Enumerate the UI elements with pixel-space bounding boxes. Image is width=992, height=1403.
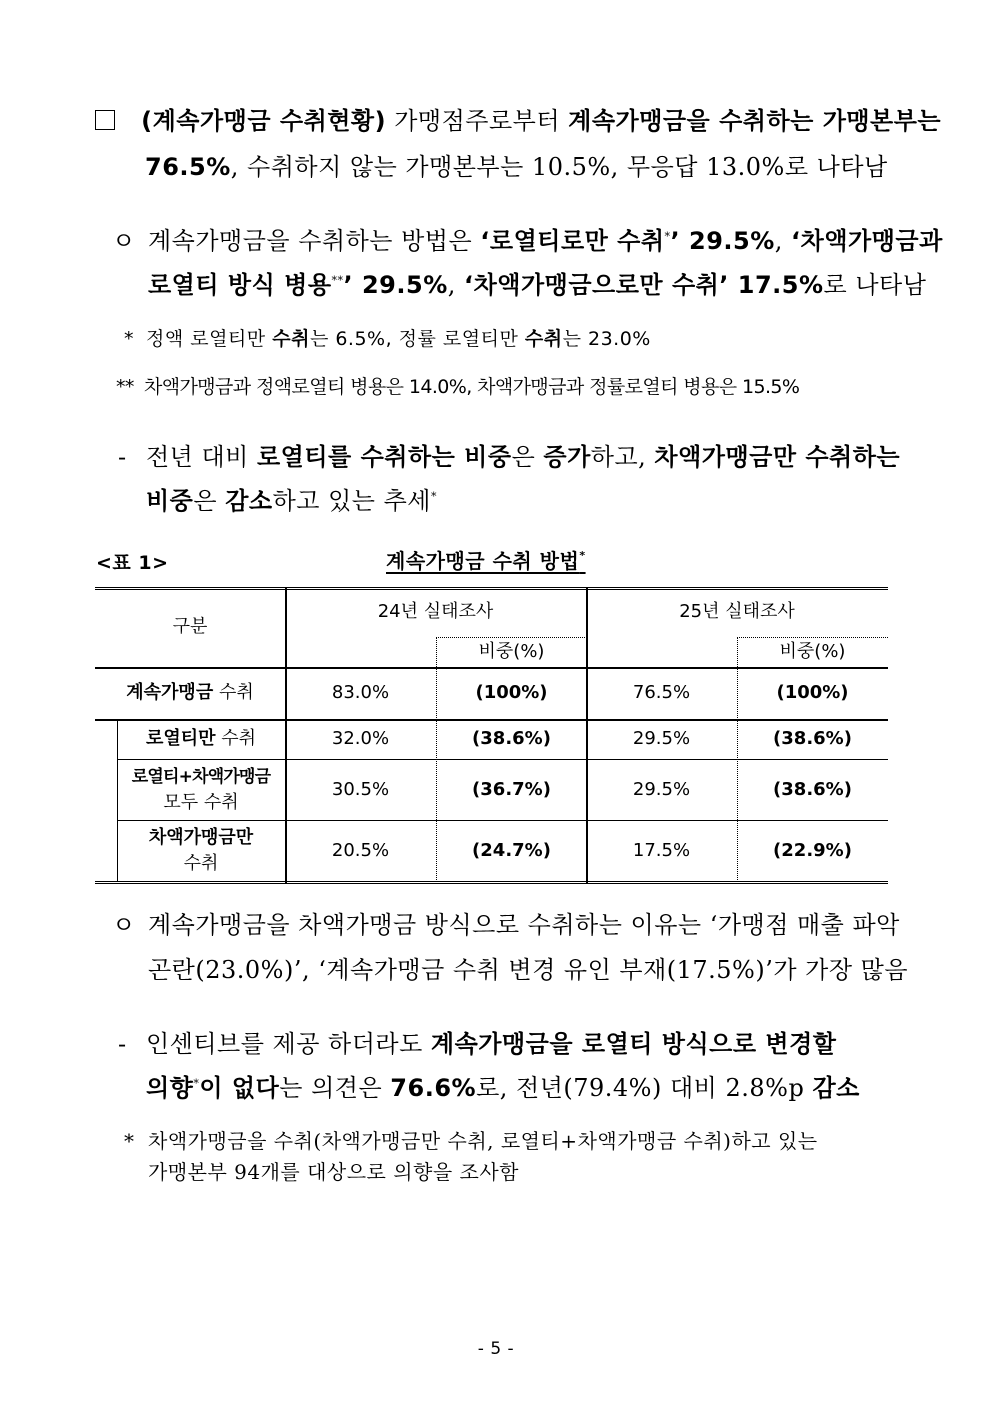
cell-v24: 83.0% (331, 682, 390, 703)
cell-s25: (22.9%) (773, 839, 852, 861)
footnote-1: * 정액 로열티만 수취는 6.5%, 정률 로열티만 수취는 23.0% (124, 328, 651, 350)
header-share-24: 비중(%) (478, 641, 545, 662)
cell-v25: 17.5% (632, 839, 691, 861)
cell-s25: (38.6%) (773, 778, 852, 800)
header-share-25: 비중(%) (779, 641, 846, 662)
section-line-2: 76.5%, 수취하지 않는 가맹본부는 10.5%, 무응답 13.0%로 나타남 (145, 153, 888, 181)
dash2-line-1: - 인센티브를 제공 하더라도 계속가맹금을 로열티 방식으로 변경할 (118, 1030, 837, 1058)
header-25: 25년 실태조사 (679, 601, 795, 622)
dash2-line-2: 의향*이 없다는 의견은 76.6%로, 전년(79.4%) 대비 2.8%p 감소 (146, 1074, 860, 1102)
section-line-1: (계속가맹금 수취현황) 가맹점주로부터 계속가맹금을 수취하는 가맹본부는 (95, 104, 941, 138)
table-label: <표 1> (96, 552, 169, 574)
row-label: 로열티+차액가맹금 모두 수취 (131, 766, 271, 813)
bullet1-line-1: ㅇ 계속가맹금을 수취하는 방법은 ‘로열티로만 수취*’ 29.5%, ‘차액가맹금과 (112, 224, 943, 258)
cell-v24: 20.5% (331, 839, 390, 861)
header-24: 24년 실태조사 (377, 601, 494, 622)
cell-v25: 29.5% (632, 778, 691, 800)
checkbox-square-icon (95, 110, 115, 130)
footnote-3-line-2: 가맹본부 94개를 대상으로 의향을 조사함 (148, 1160, 519, 1184)
cell-v24: 30.5% (331, 778, 390, 800)
cell-v24: 32.0% (331, 728, 390, 749)
cell-s25: (100%) (776, 682, 849, 703)
row-label: 차액가맹금만 수취 (148, 826, 254, 874)
cell-s24: (100%) (475, 682, 548, 703)
footnote-2: ** 차액가맹금과 정액로열티 병용은 14.0%, 차액가맹금과 정률로열티 병용은 15.5% (116, 376, 800, 398)
row-label: 계속가맹금 수취 (126, 682, 254, 703)
footnote-3-line-1: * 차액가맹금을 수취(차액가맹금만 수취, 로열티+차액가맹금 수취)하고 있는 (124, 1129, 818, 1153)
cell-s24: (36.7%) (472, 778, 551, 800)
dash1-line-2: 비중은 감소하고 있는 추세* (146, 487, 437, 515)
section-heading: (계속가맹금 수취현황) (141, 107, 387, 135)
row-label: 로열티만 수취 (145, 728, 257, 749)
bullet2-line-2: 곤란(23.0%)’, ‘계속가맹금 수취 변경 유인 부재(17.5%)’가 가장 많음 (148, 956, 909, 984)
header-category: 구분 (172, 616, 208, 637)
page-number: - 5 - (477, 1339, 515, 1359)
bullet1-line-2: 로열티 방식 병용**’ 29.5%, ‘차액가맹금으로만 수취’ 17.5%로 나타남 (148, 271, 927, 299)
cell-v25: 76.5% (632, 682, 691, 703)
cell-v25: 29.5% (632, 728, 691, 749)
cell-s24: (24.7%) (472, 839, 551, 861)
data-table (95, 587, 888, 884)
bullet2-line-1: ㅇ 계속가맹금을 차액가맹금 방식으로 수취하는 이유는 ‘가맹점 매출 파악 (112, 908, 900, 942)
dash1-line-1: - 전년 대비 로열티를 수취하는 비중은 증가하고, 차액가맹금만 수취하는 (118, 443, 901, 471)
bullet-circle-icon: ㅇ (112, 227, 136, 255)
bullet-circle-icon: ㅇ (112, 911, 136, 939)
cell-s24: (38.6%) (472, 728, 551, 749)
table-title: 계속가맹금 수취 방법* (386, 549, 586, 573)
cell-s25: (38.6%) (773, 728, 852, 749)
